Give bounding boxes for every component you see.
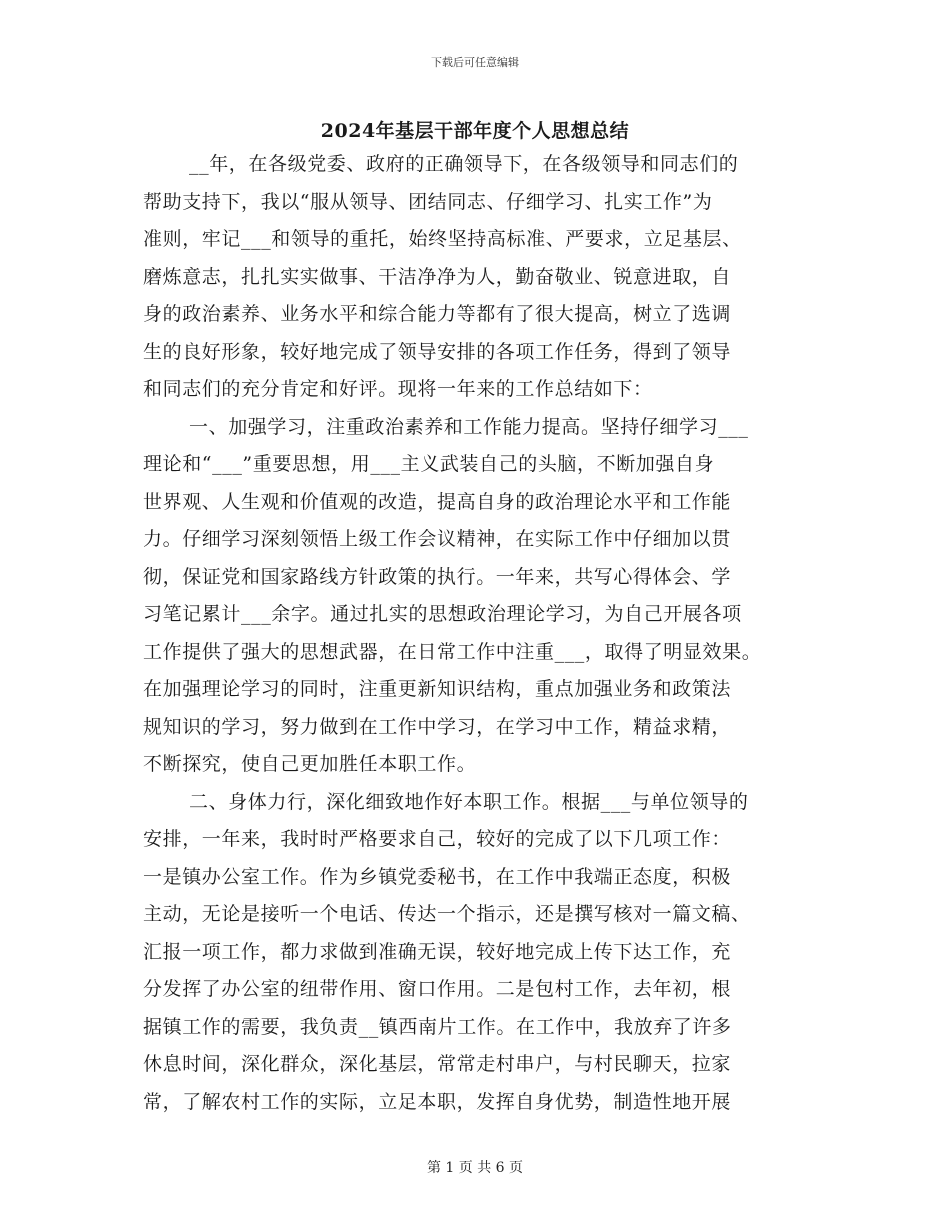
text-line: 休息时间，深化群众，深化基层，常常走村串户，与村民聊天，拉家 [143, 1053, 732, 1075]
text-line: 彻，保证党和国家路线方针政策的执行。一年来，共写心得体会、学 [143, 565, 732, 588]
text-line: 常，了解农村工作的实际，立足本职，发挥自身优势，制造性地开展 [143, 1090, 732, 1113]
text-line: 据镇工作的需要，我负责__镇西南片工作。在工作中，我放弃了许多 [143, 1015, 732, 1038]
text-line: 世界观、人生观和价值观的改造，提高自身的政治理论水平和工作能 [143, 490, 732, 513]
text-line: 一、加强学习，注重政治素养和工作能力提高。坚持仔细学习___ [189, 415, 749, 438]
text-line: __年，在各级党委、政府的正确领导下，在各级领导和同志们的 [189, 153, 739, 175]
text-line: 准则，牢记___和领导的重托，始终坚持高标准、严要求，立足基层、 [143, 228, 742, 250]
text-line: 汇报一项工作，都力求做到准确无误，较好地完成上传下达工作，充 [143, 940, 732, 963]
text-line: 不断探究，使自己更加胜任本职工作。 [143, 753, 477, 775]
text-line: 磨炼意志，扎扎实实做事、干洁净净为人，勤奋敬业、锐意进取，自 [143, 265, 732, 288]
text-line: 安排，一年来，我时时严格要求自己，较好的完成了以下几项工作： [143, 828, 732, 850]
document-title: 2024年基层干部年度个人思想总结 [320, 120, 630, 142]
text-line: 习笔记累计___余字。通过扎实的思想政治理论学习，为自己开展各项 [143, 603, 742, 625]
text-line: 一是镇办公室工作。作为乡镇党委秘书，在工作中我端正态度，积极 [143, 865, 732, 888]
body-text [143, 146, 815, 1121]
page-footer: 第 1 页 共 6 页 [426, 1160, 524, 1176]
text-line: 力。仔细学习深刻领悟上级工作会议精神，在实际工作中仔细加以贯 [143, 528, 732, 550]
text-line: 帮助支持下，我以“服从领导、团结同志、仔细学习、扎实工作”为 [143, 190, 713, 213]
text-line: 规知识的学习，努力做到在工作中学习，在学习中工作，精益求精， [143, 715, 732, 738]
text-line: 生的良好形象，较好地完成了领导安排的各项工作任务，得到了领导 [143, 340, 732, 363]
text-line: 主动，无论是接听一个电话、传达一个指示，还是撰写核对一篇文稿、 [143, 903, 751, 925]
text-line: 二、身体力行，深化细致地作好本职工作。根据___与单位领导的 [189, 790, 749, 813]
text-line: 在加强理论学习的同时，注重更新知识结构，重点加强业务和政策法 [143, 678, 732, 700]
text-line: 分发挥了办公室的纽带作用、窗口作用。二是包村工作，去年初，根 [143, 978, 732, 1000]
text-line: 工作提供了强大的思想武器，在日常工作中注重___，取得了明显效果。 [143, 640, 762, 663]
text-line: 理论和“___”重要思想，用___主义武装自己的头脑，不断加强自身 [143, 453, 715, 475]
header-note: 下载后可任意编辑 [431, 56, 519, 69]
text-line: 和同志们的充分肯定和好评。现将一年来的工作总结如下： [143, 378, 653, 400]
text-line: 身的政治素养、业务水平和综合能力等都有了很大提高，树立了选调 [143, 303, 732, 325]
